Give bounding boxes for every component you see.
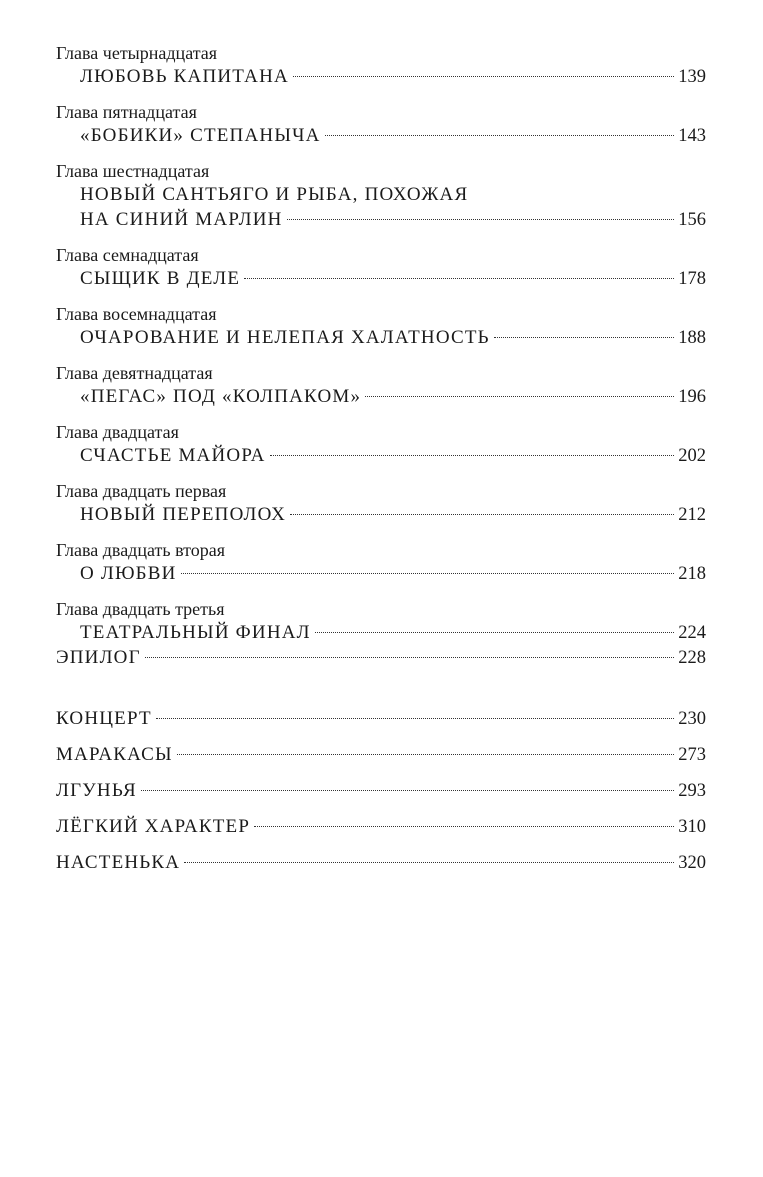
chapter-title-continued: НА СИНИЙ МАРЛИН bbox=[80, 209, 283, 230]
page-number: 196 bbox=[678, 387, 706, 407]
chapter-label: Глава двадцать первая bbox=[56, 481, 227, 501]
chapter-title-line bbox=[56, 502, 706, 527]
dot-leader bbox=[184, 862, 674, 863]
page-number: 273 bbox=[678, 745, 706, 765]
table-of-contents bbox=[56, 42, 706, 886]
chapter-title: СЫЩИК В ДЕЛЕ bbox=[80, 268, 241, 289]
dot-leader bbox=[244, 278, 674, 279]
toc-story[interactable] bbox=[56, 814, 706, 839]
chapter-label: Глава двадцать третья bbox=[56, 599, 225, 619]
dot-leader bbox=[181, 573, 675, 574]
page-number: 310 bbox=[678, 817, 706, 837]
page-number: 228 bbox=[678, 648, 706, 668]
toc-chapter[interactable] bbox=[56, 160, 706, 232]
story-list bbox=[56, 706, 706, 875]
chapter-label: Глава двадцать вторая bbox=[56, 540, 226, 560]
chapter-title: ОЧАРОВАНИЕ И НЕЛЕПАЯ ХАЛАТНОСТЬ bbox=[80, 327, 490, 348]
chapter-title-line bbox=[56, 64, 706, 89]
page-number: 156 bbox=[678, 210, 706, 230]
toc-chapter[interactable] bbox=[56, 598, 706, 645]
dot-leader bbox=[156, 718, 674, 719]
chapter-title-line bbox=[56, 384, 706, 409]
chapter-list bbox=[56, 42, 706, 645]
chapter-label: Глава восемнадцатая bbox=[56, 304, 217, 324]
toc-chapter[interactable] bbox=[56, 101, 706, 148]
epilogue-title: ЭПИЛОГ bbox=[56, 647, 141, 668]
story-title: ЛЁГКИЙ ХАРАКТЕР bbox=[56, 816, 251, 837]
page-number: 293 bbox=[678, 781, 706, 801]
chapter-label: Глава девятнадцатая bbox=[56, 363, 213, 383]
toc-epilogue[interactable] bbox=[56, 645, 706, 670]
dot-leader bbox=[145, 657, 674, 658]
page-number: 320 bbox=[678, 853, 706, 873]
section-gap bbox=[56, 670, 706, 706]
dot-leader bbox=[254, 826, 674, 827]
chapter-title-line bbox=[56, 123, 706, 148]
chapter-title: «ПЕГАС» ПОД «КОЛПАКОМ» bbox=[80, 386, 362, 407]
chapter-label: Глава шестнадцатая bbox=[56, 161, 210, 181]
page-number: 230 bbox=[678, 709, 706, 729]
page-number: 218 bbox=[678, 564, 706, 584]
chapter-title-line bbox=[56, 443, 706, 468]
toc-story[interactable] bbox=[56, 850, 706, 875]
dot-leader bbox=[315, 632, 675, 633]
chapter-title: НОВЫЙ ПЕРЕПОЛОХ bbox=[80, 504, 286, 525]
dot-leader bbox=[365, 396, 674, 397]
chapter-label: Глава четырнадцатая bbox=[56, 43, 218, 63]
chapter-title-line bbox=[56, 620, 706, 645]
chapter-label: Глава пятнадцатая bbox=[56, 102, 197, 122]
page-number: 139 bbox=[678, 67, 706, 87]
toc-story[interactable] bbox=[56, 706, 706, 731]
toc-chapter[interactable] bbox=[56, 362, 706, 409]
page-number: 212 bbox=[678, 505, 706, 525]
dot-leader bbox=[293, 76, 674, 77]
dot-leader bbox=[287, 219, 675, 220]
dot-leader bbox=[325, 135, 675, 136]
chapter-label: Глава двадцатая bbox=[56, 422, 179, 442]
toc-chapter[interactable] bbox=[56, 303, 706, 350]
chapter-title-line bbox=[56, 325, 706, 350]
page-number: 188 bbox=[678, 328, 706, 348]
chapter-title-line bbox=[56, 266, 706, 291]
chapter-title: О ЛЮБВИ bbox=[80, 563, 177, 584]
chapter-title-line bbox=[56, 207, 706, 232]
dot-leader bbox=[494, 337, 674, 338]
chapter-title: НОВЫЙ САНТЬЯГО И РЫБА, ПОХОЖАЯ bbox=[80, 184, 469, 205]
story-title: ЛГУНЬЯ bbox=[56, 780, 137, 801]
story-title: НАСТЕНЬКА bbox=[56, 852, 181, 873]
toc-chapter[interactable] bbox=[56, 42, 706, 89]
chapter-title: СЧАСТЬЕ МАЙОРА bbox=[80, 445, 266, 466]
chapter-label: Глава семнадцатая bbox=[56, 245, 199, 265]
page-number: 224 bbox=[678, 623, 706, 643]
toc-chapter[interactable] bbox=[56, 480, 706, 527]
dot-leader bbox=[177, 754, 674, 755]
chapter-title: ТЕАТРАЛЬНЫЙ ФИНАЛ bbox=[80, 622, 311, 643]
toc-chapter[interactable] bbox=[56, 421, 706, 468]
toc-chapter[interactable] bbox=[56, 244, 706, 291]
dot-leader bbox=[270, 455, 675, 456]
toc-chapter[interactable] bbox=[56, 539, 706, 586]
dot-leader bbox=[141, 790, 674, 791]
toc-story[interactable] bbox=[56, 778, 706, 803]
chapter-title-line bbox=[56, 561, 706, 586]
toc-story[interactable] bbox=[56, 742, 706, 767]
dot-leader bbox=[290, 514, 674, 515]
chapter-title: ЛЮБОВЬ КАПИТАНА bbox=[80, 66, 289, 87]
story-title: МАРАКАСЫ bbox=[56, 744, 173, 765]
page-number: 178 bbox=[678, 269, 706, 289]
page-number: 143 bbox=[678, 126, 706, 146]
page-number: 202 bbox=[678, 446, 706, 466]
story-title: КОНЦЕРТ bbox=[56, 708, 152, 729]
chapter-title: «БОБИКИ» СТЕПАНЫЧА bbox=[80, 125, 321, 146]
